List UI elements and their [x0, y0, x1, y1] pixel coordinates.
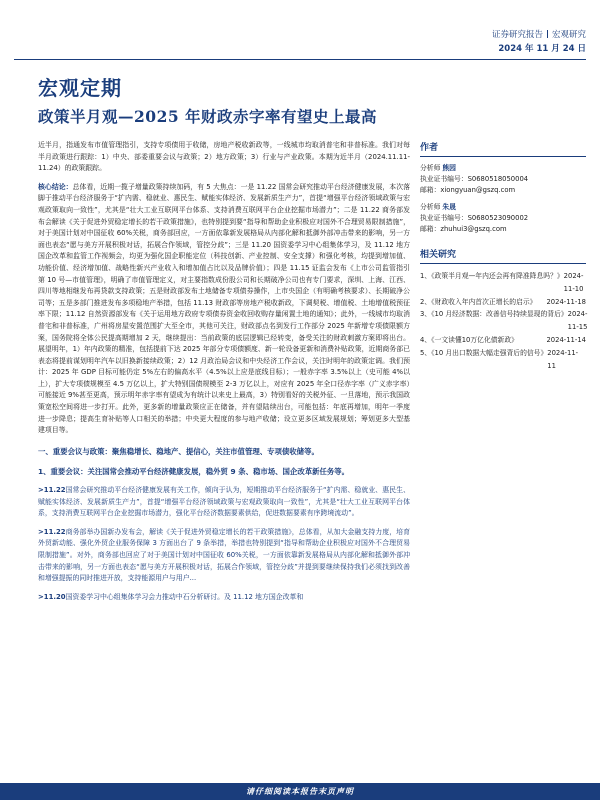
analyst-name: 朱晟: [442, 203, 456, 211]
related-title[interactable]: 2、《财政收入年内首次正增长的启示》: [420, 297, 537, 306]
item-text: 国常会研究推动平台经济健康发展有关工作，倾向于认为，短期推动平台经济服务于“扩内需、稳就业、惠民生、赋能实体经济、发展新质生产力”，首提“增强平台经济领域政策与宏观政策取向一致性”，尤其是“壮大工业互联网平台体系，支持消费互联网平台企业挖掘市场潜力，强化平台经济数据要素供给，促进数据要素有序跨境流动”。: [38, 486, 410, 518]
analyst-card: [420, 163, 586, 196]
intro-paragraph: 近半月，指通发布市值管理指引，支持专项债用于收储，房地产税收新政等，一线城市均取消普宅和非普标准。我们对每半月政策进行跟踪：1）中央、部委重要会议与政策；2）地方政策；3）行业与产业政策。本期为近半月（2024.11.11-11.24）的政策跟踪。: [38, 141, 410, 173]
main-body: [38, 140, 410, 610]
core-conclusion-text: 总体看，近期一揽子增量政策持续加码，有 5 大焦点：一是 11.22 国常会研究推动平台经济健康发展，本次落脚于推动平台经济服务于“扩内需、稳就业、惠民生、赋能实体经济、发展新质生产力”，首提“增强平台经济领域政策与宏观政策取向一致性”，尤其是“壮大工业互联网平台体系、支持消费互联网平台企业挖掘市场潜力”；二是 11.22 商务部发布会解读《关于促进外贸稳定增长的若干政策措施》，也特别提到要“指导和帮助企业积极应对国外不合理贸易限制措施”，对于美国计划对中国征收 60%关税，商务部回应，一方面依靠新发展格局从内部化解和抵御外部冲击带来的影响，另一方面也表态“愿与美方开展积极对话，拓展合作领域，管控分歧”；三是 11.20 国资委学习中心组集体学习，及 11.12 地方国企改革和监管工作视频会，均更为强化国企职能定位（科技创新、产业控制、安全支撑）和强化考核，均提到增加值、功能价值、经济增加值、战略性新兴产业收入和增加值占比以及品牌价值）；四是 11.15 证监会发布《上市公司监管指引第 10 号—市值管理》，明确了市值管理定义，对主要指数成份股公司和长期破净公司也有专门要求，深圳、上海、江西、四川等地相继发布再贷款支持政策；五是财政部发布土地储备专项债券操作，上市央国企（有明确考核要求）、长期破净公司等；五是多部门推进发布多项稳地产举措，包括 11.13 财政部等房地产税收新政，下调契税、增值税、土地增值税预征率下限；11.12 自然资源部发布《关于运用地方政府专项债券资金收回收购存量闲置土地的通知》；此外，一线城市均取消普宅和非普标准，广州将房屋安置范围扩大至全市，其他可关注，财政部点名到发行工作部分 2025 年新增专项债限额方案，国务院将全体公民提高期增加 2 天，继续提出：当前政策的底层逻辑已经转变，备受关注的财政刺激方案即将出台。展望明年，1）年内政策的精准，包括提前下达 2025 年部分专项债额度、新一轮设备更新和消费补贴政策，近期商务部已表态将提前谋划明年汽车以旧换新接续政策；2）12 月政治局会议和中央经济工作会议，关注时明年的政策定调。我们预计：2025 年 GDP 目标可能仍定 5%左右的偏高水平（4.5%以上应是底线目标）；一般赤字率 3.5%以上（史可能 4%以上），扩大专项债规模至 4.5 万亿以上，扩大特别国债规模至 2-3 万亿以上，对应有 2025 年全口径赤字率（广义赤字率）可能接近 9%甚至更高，预示明年赤字率有望成为有统计以来史上最高，3）特别看好的关税外征、一旦落地，预示我国政策宽松空间将进一步打开。此外，更多新的增量政策应正在储备，并有望陆续出台，可能包括：年底再增加，明年一季度进一步降息；提高生育补贴等人口相关的举措；中央更大程度的参与地产收储；设立更多区域发展规划；筹划更多大型基建项目等。: [38, 182, 411, 435]
authors-heading: 作者: [420, 140, 586, 157]
sidebar: [420, 140, 586, 372]
related-title[interactable]: 4、《一文读懂10万亿化债新政》: [420, 335, 518, 344]
list-item: [38, 592, 410, 604]
analyst-name: 熊园: [442, 164, 456, 172]
report-header: [492, 28, 586, 56]
footer-disclaimer: [0, 783, 600, 800]
report-series-title: 宏观定期: [38, 76, 122, 100]
footer-text: 请仔细阅读本报告末页声明: [246, 787, 354, 796]
header-separator: [547, 30, 548, 38]
report-date: 2024 年 11 月 24 日: [498, 44, 586, 54]
related-item[interactable]: [420, 334, 586, 347]
email-label: 邮箱：: [420, 186, 441, 194]
analyst-card: [420, 202, 586, 235]
item-text: 国资委学习中心组集体学习会力推动中石分析研讨。及 11.12 地方国企改革和: [65, 592, 304, 601]
related-title[interactable]: 5、《10 月出口数据大幅走强背后的信号》: [420, 348, 548, 357]
related-title[interactable]: 1、《政策半月观—年内还会再有降准降息吗？》: [420, 272, 564, 280]
related-item[interactable]: [420, 270, 586, 296]
related-item[interactable]: [420, 308, 586, 334]
analyst-role: 分析师: [420, 164, 441, 172]
analyst-email[interactable]: zhuhui3@gszq.com: [440, 225, 507, 233]
cert-number: S0680523090002: [467, 214, 529, 222]
item-lead: >11.22: [38, 527, 66, 536]
header-rule: [14, 59, 586, 60]
cert-number: S0680518050004: [467, 175, 529, 183]
list-item: [38, 527, 410, 585]
cert-label: 执业证书编号：: [420, 175, 468, 183]
related-date: 2024-11-15: [567, 310, 588, 332]
analyst-role: 分析师: [420, 203, 441, 211]
related-heading: 相关研究: [420, 247, 586, 264]
cert-label: 执业证书编号：: [420, 214, 468, 222]
item-text: 商务部举办国新办发布会，解读《关于促进外贸稳定增长的若干政策措施》，总体看，从加大金融支持力度，培育外贸新动能、强化外贸企业服务保障 3 方面出台了 9 条举措，举措也特别提到“指导和帮助企业积极应对国外不合理贸易限制措施”。对外，商务部也回应了对于美国计划对中国征收 60%关税，一方面依靠新发展格局从内部化解和抵御外部冲击带来的影响，另一方面也表态“愿与美方开展积极对话，拓展合作领域，管控分歧”并提到要继续保持我们必须找到改善和增强提振的同时推进开放，支持能源用户与用户...: [38, 527, 410, 583]
analyst-email[interactable]: xiongyuan@gszq.com: [440, 186, 516, 194]
section-heading-1: 一、重要会议与政策：聚焦稳增长、稳地产、提信心，关注市值管理、专项债收储等。: [38, 446, 319, 456]
core-conclusion: [38, 182, 410, 437]
related-date: 2024-11-14: [546, 335, 586, 344]
related-date: 2024-11-11: [547, 348, 579, 370]
related-title[interactable]: 3、《10 月经济数据：改善信号持续显现的背后》: [420, 310, 568, 319]
related-date: 2024-11-10: [563, 272, 584, 293]
related-item[interactable]: [420, 347, 586, 373]
item-lead: >11.20: [38, 592, 66, 601]
list-item: [38, 485, 410, 520]
report-title: 政策半月观—2025 年财政赤字率有望史上最高: [38, 107, 378, 126]
related-date: 2024-11-18: [546, 297, 586, 306]
subsection-heading-1: 1、重要会议：关注国常会推动平台经济健康发展，稳外贸 9 条、稳市场、国企改革新任务等。: [38, 467, 350, 477]
item-lead: >11.22: [38, 486, 66, 495]
report-category: 宏观研究: [551, 30, 586, 40]
report-type: 证券研究报告: [491, 30, 543, 40]
email-label: 邮箱：: [420, 225, 441, 233]
related-item[interactable]: [420, 296, 586, 309]
core-conclusion-label: 核心结论：: [38, 182, 73, 191]
